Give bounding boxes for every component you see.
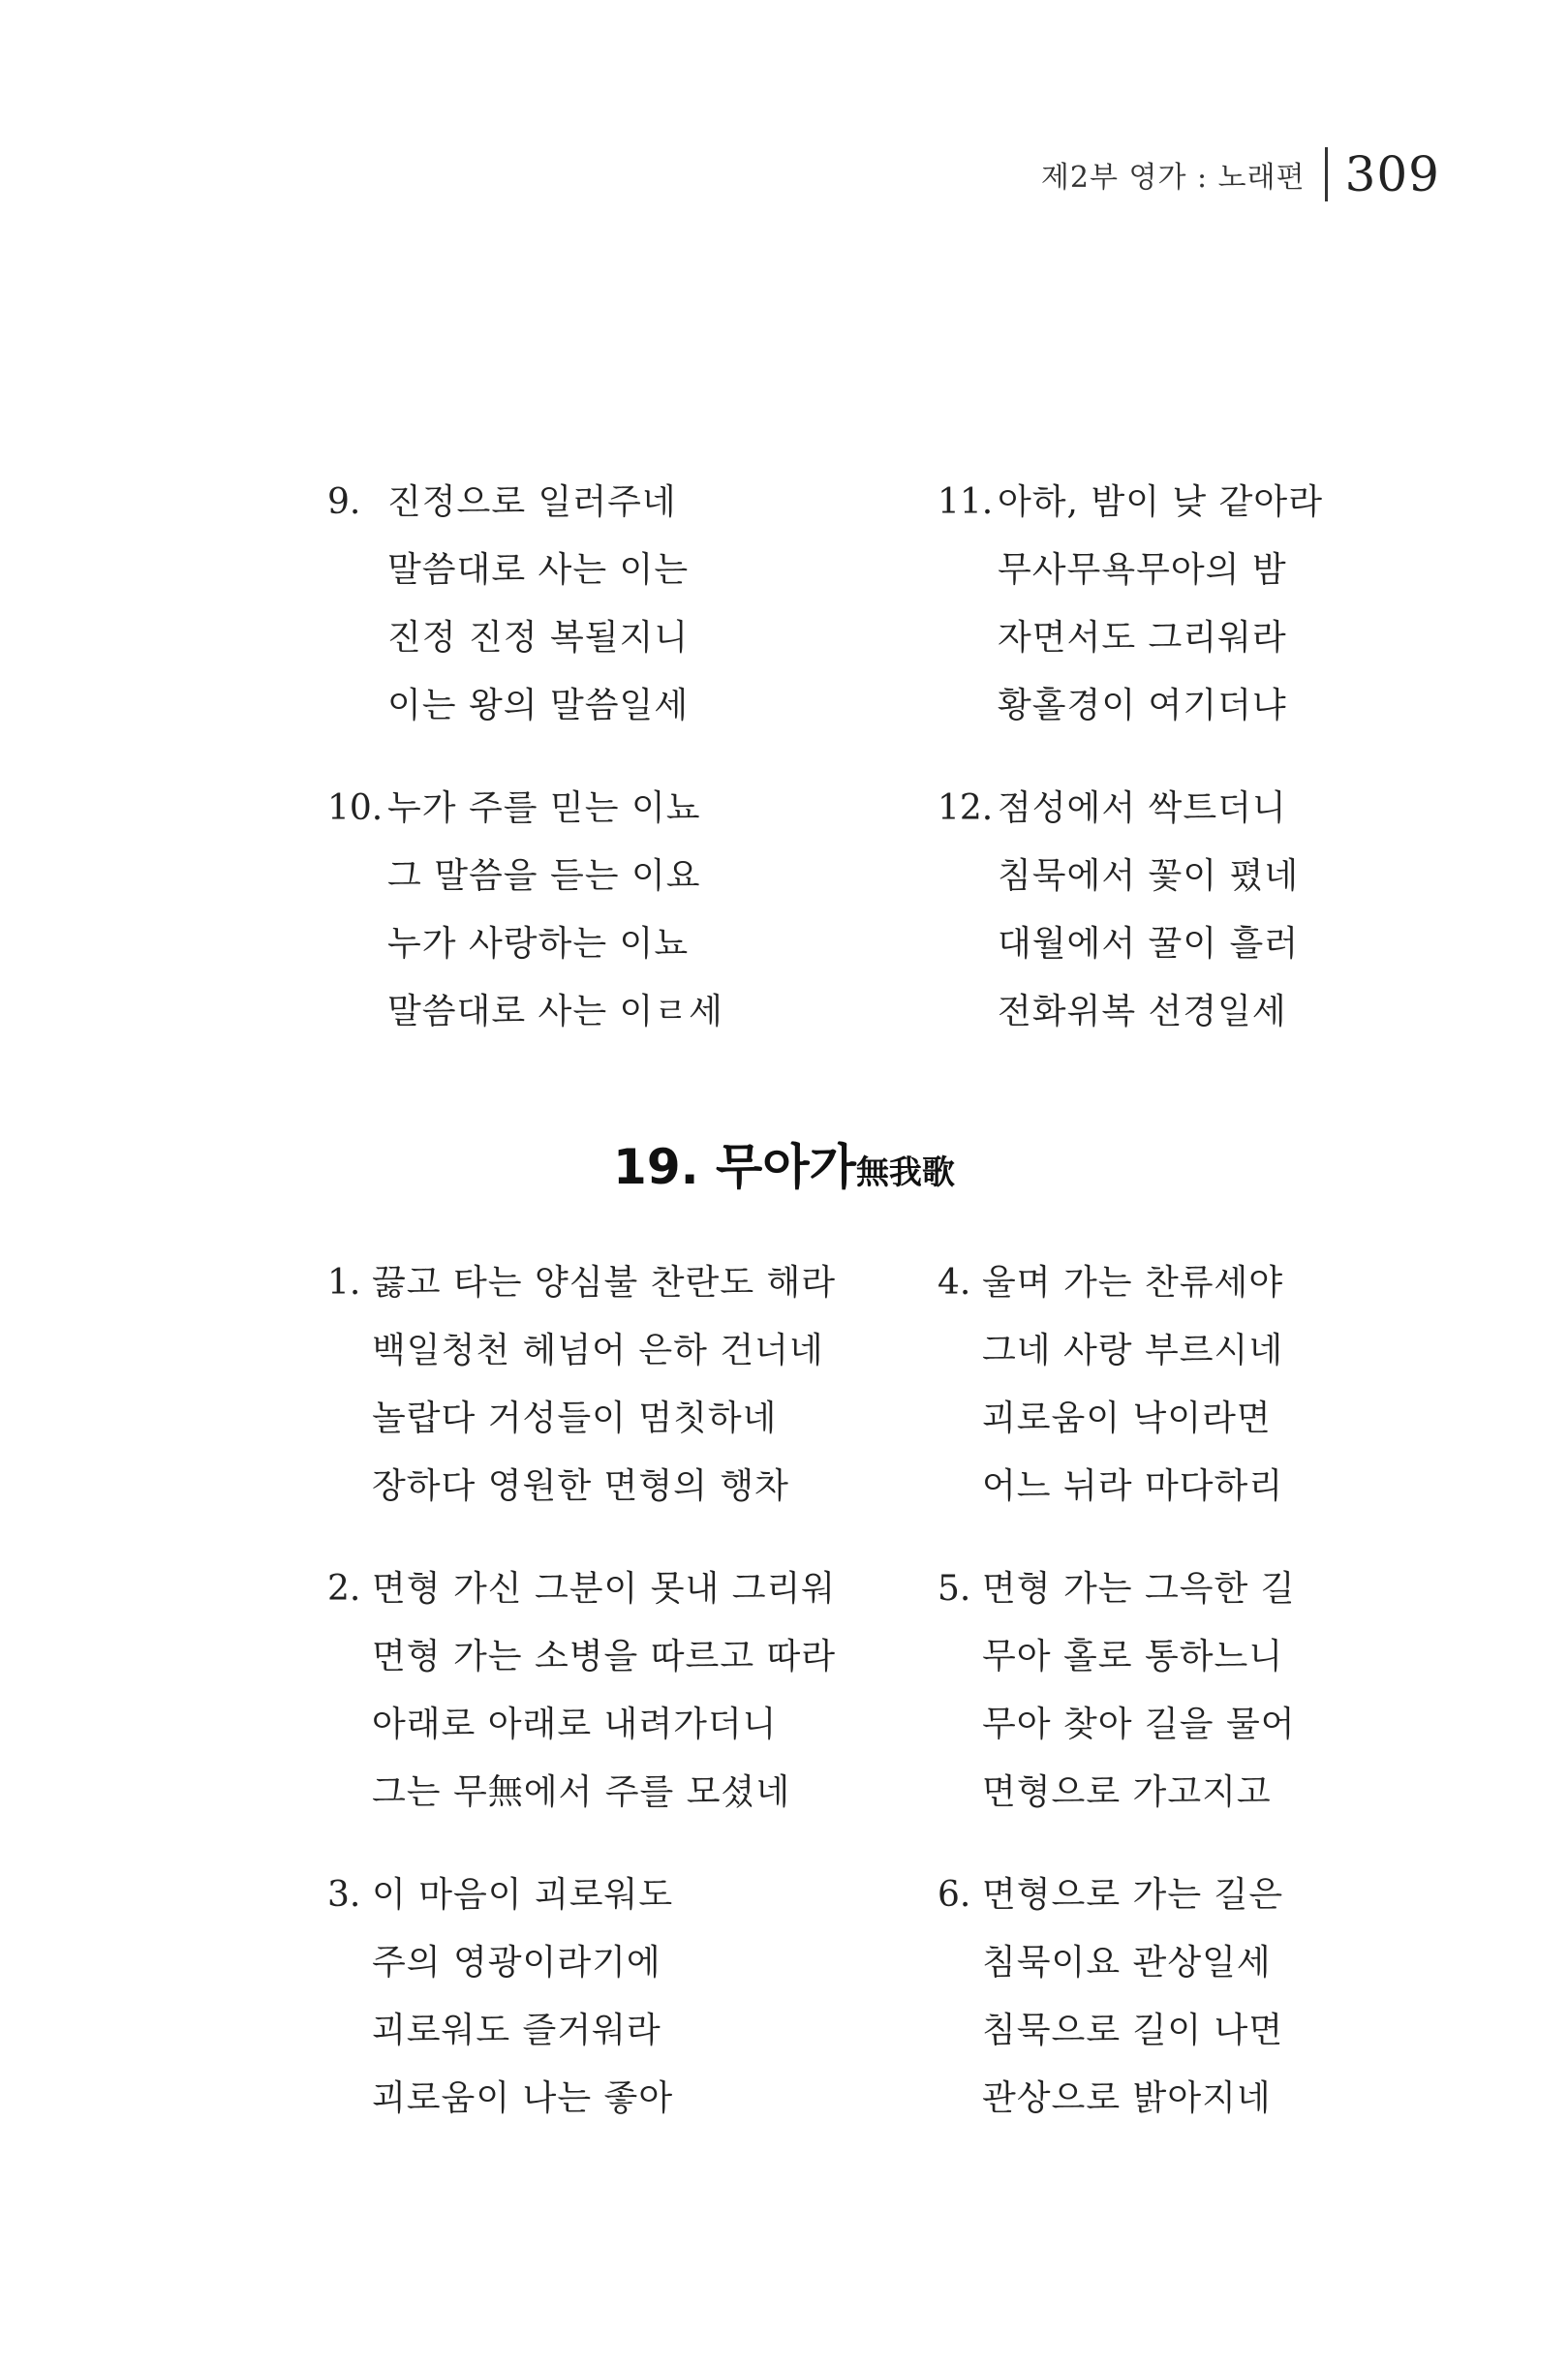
verse-11 — [938, 469, 1323, 740]
verse-line: 면형 가신 그분이 못내 그리워 — [372, 1569, 837, 1609]
verse-line: 진정 진정 복될지니 — [387, 618, 690, 658]
verse-line: 침묵이요 관상일세 — [982, 1943, 1272, 1983]
verse-3 — [327, 1861, 938, 2133]
verse-line: 울며 가는 찬류세야 — [982, 1263, 1284, 1303]
verse-line: 진정으로 일러주네 — [387, 482, 677, 522]
verse-lines — [982, 1555, 1296, 1827]
verse-line: 말씀대로 사는 이ㄹ세 — [387, 992, 723, 1031]
verse-lines — [982, 1861, 1283, 2133]
verse-line: 아래로 아래로 내려가더니 — [372, 1705, 778, 1744]
verse-line: 괴로움이 낙이라면 — [982, 1399, 1272, 1438]
verse-number: 6. — [938, 1875, 971, 1915]
verse-line: 이 마음이 괴로워도 — [372, 1875, 674, 1915]
verse-line: 점성에서 싹트더니 — [998, 788, 1287, 828]
verse-line: 침묵에서 꽃이 폈네 — [998, 856, 1300, 896]
song-title-main: 19. 무아가 — [613, 1139, 856, 1195]
verse-line: 무사무욕무아의 밤 — [998, 550, 1287, 590]
verse-lines — [372, 1861, 673, 2133]
verse-line: 놀랍다 거성들이 멈칫하네 — [372, 1399, 778, 1438]
verse-lines — [387, 469, 689, 740]
verse-line: 끓고 타는 양심불 찬란도 해라 — [372, 1263, 837, 1303]
verse-line: 장하다 영원한 면형의 행차 — [372, 1466, 789, 1506]
verse-5 — [938, 1555, 1306, 1827]
verse-number: 1. — [327, 1263, 361, 1303]
verse-line: 말씀대로 사는 이는 — [387, 550, 690, 590]
verse-12 — [938, 775, 1306, 1046]
verse-line: 관상으로 밝아지네 — [982, 2078, 1272, 2118]
verse-line: 무아 찾아 길을 물어 — [982, 1705, 1296, 1744]
verse-line: 그 말씀을 듣는 이요 — [387, 856, 701, 896]
page-number: 309 — [1344, 146, 1440, 202]
verse-line: 면형으로 가는 길은 — [982, 1875, 1284, 1915]
verse-10 — [327, 775, 938, 1046]
verse-line: 아하, 밤이 낮 같아라 — [998, 482, 1323, 522]
verse-line: 백일청천 헤넘어 은하 건너네 — [372, 1331, 824, 1370]
verse-number: 4. — [938, 1263, 971, 1303]
verse-lines — [982, 1249, 1283, 1521]
verse-number: 11. — [938, 482, 994, 522]
running-header — [1041, 145, 1440, 203]
verse-line: 이는 왕의 말씀일세 — [387, 686, 690, 725]
verse-line: 침묵으로 길이 나면 — [982, 2011, 1284, 2050]
verse-line: 그네 사랑 부르시네 — [982, 1331, 1284, 1370]
verse-2 — [327, 1555, 938, 1827]
verse-number: 9. — [327, 482, 361, 522]
song-title — [0, 1133, 1568, 1213]
verse-lines — [372, 1249, 836, 1521]
verse-line: 누가 주를 믿는 이뇨 — [387, 788, 701, 828]
verse-lines — [998, 775, 1299, 1046]
verse-line: 자면서도 그리워라 — [998, 618, 1287, 658]
verse-line: 괴로워도 즐거워라 — [372, 2011, 661, 2050]
song-title-hanja: 無我歌 — [855, 1153, 955, 1192]
verse-lines — [998, 469, 1323, 740]
verse-number: 3. — [327, 1875, 361, 1915]
verse-line: 황홀경이 여기더냐 — [998, 686, 1287, 725]
verse-line: 주의 영광이라기에 — [372, 1943, 661, 1983]
header-divider — [1325, 147, 1328, 201]
verse-line: 면형 가는 그윽한 길 — [982, 1569, 1296, 1609]
verse-line: 전화위복 선경일세 — [998, 992, 1287, 1031]
previous-song-verses — [327, 469, 1323, 1081]
verse-line: 그는 무無에서 주를 모셨네 — [372, 1772, 791, 1812]
verse-line: 면형으로 가고지고 — [982, 1772, 1272, 1812]
running-title: 제2부 영가 : 노래편 — [1040, 161, 1306, 195]
verse-lines — [372, 1555, 836, 1827]
verse-9 — [327, 469, 938, 740]
verse-6 — [938, 1861, 1306, 2133]
verse-number: 10. — [327, 788, 384, 828]
verse-number: 5. — [938, 1569, 971, 1609]
verse-line: 대월에서 꿀이 흘러 — [998, 924, 1300, 964]
verse-line: 괴로움이 나는 좋아 — [372, 2078, 674, 2118]
verse-4 — [938, 1249, 1306, 1521]
verse-number: 2. — [327, 1569, 361, 1609]
verse-line: 면형 가는 소병을 따르고 따라 — [372, 1637, 837, 1676]
verse-1 — [327, 1249, 938, 1521]
verse-lines — [387, 775, 723, 1046]
song-verses — [327, 1249, 1306, 2168]
verse-number: 12. — [938, 788, 994, 828]
verse-line: 어느 뉘라 마다하리 — [982, 1466, 1284, 1506]
verse-line: 무아 홀로 통하느니 — [982, 1637, 1284, 1676]
verse-line: 누가 사랑하는 이뇨 — [387, 924, 690, 964]
